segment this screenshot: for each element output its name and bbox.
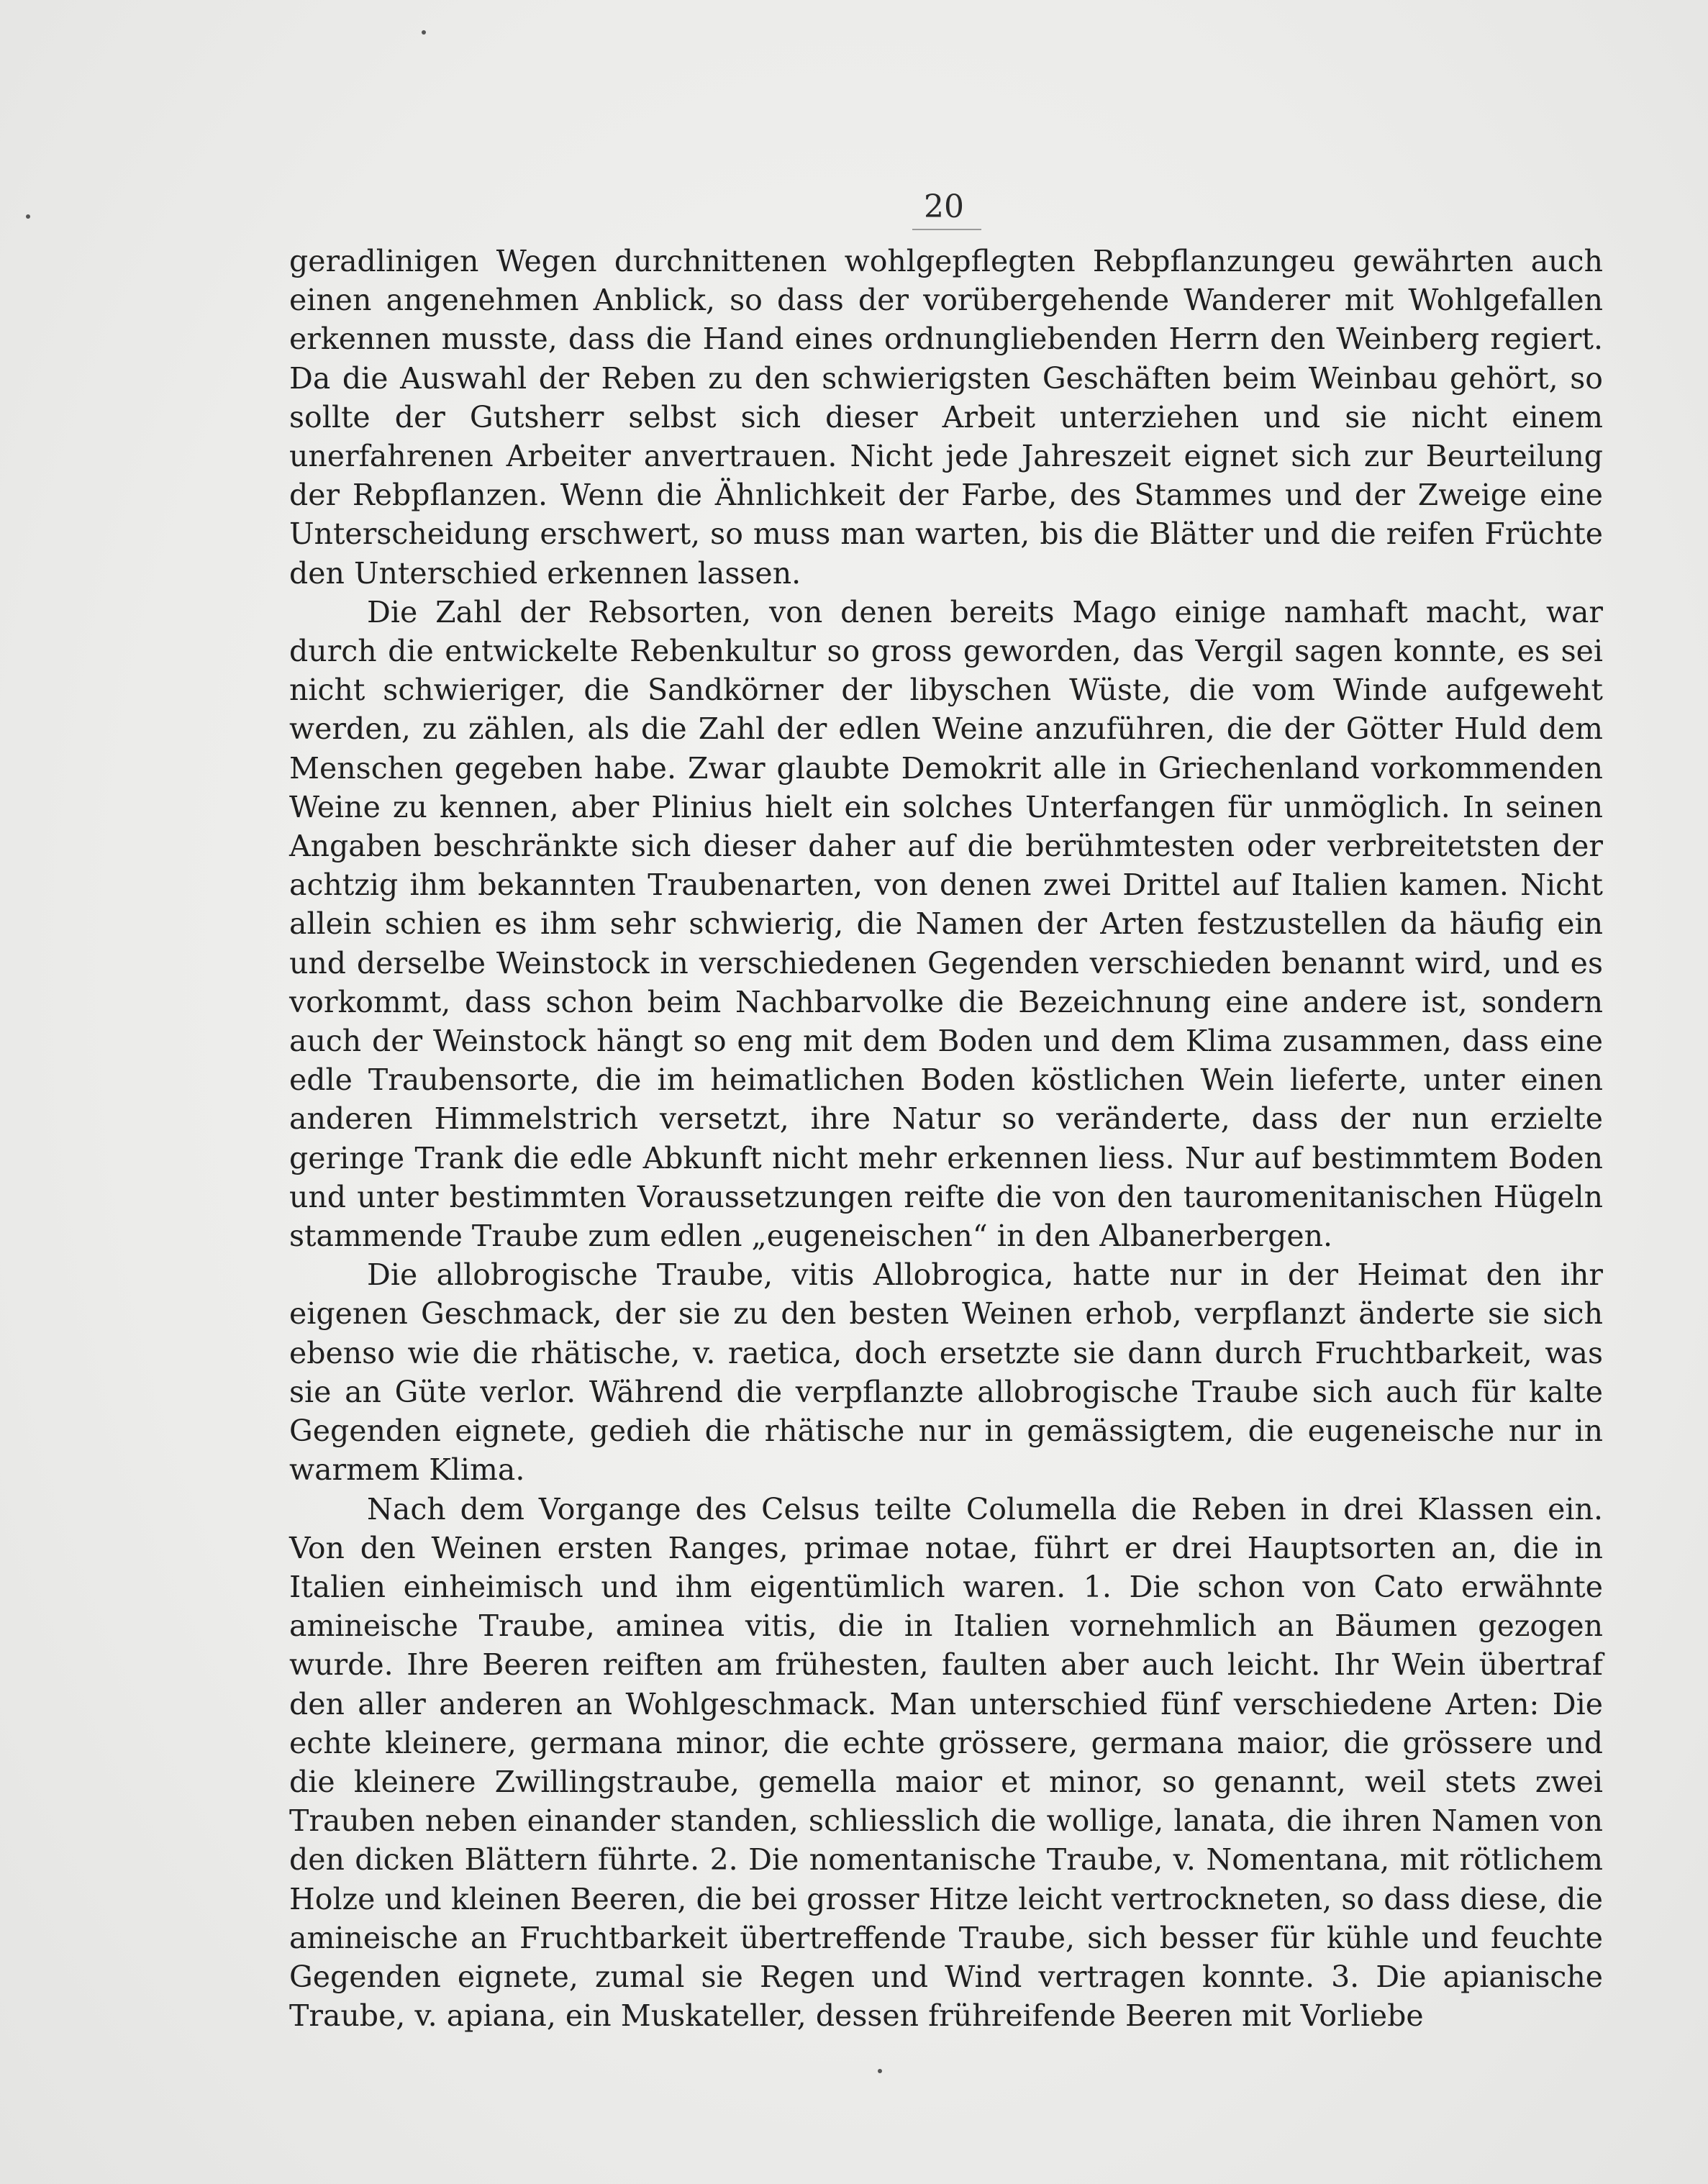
body-text [289,242,1603,2035]
paragraph-4: Nach dem Vorgange des Celsus teilte Columella die Reben in drei Klassen ein. Von den Weinen ersten Ranges, primae notae, führt er drei Hauptsorten an, die in Italien einheimisch und ihm eigentümlich waren. 1. Die schon von Cato erwähnte amineische Traube, aminea vitis, die in Italien vornehmlich an Bäumen gezogen wurde. Ihre Beeren reiften am frühesten, faulten aber auch leicht. Ihr Wein übertraf den aller anderen an Wohlgeschmack. Man unterschied fünf verschiedene Arten: Die echte kleinere, germana minor, die echte grössere, germana maior, die grössere und die kleinere Zwillingstraube, gemella maior et minor, so genannt, weil stets zwei Trauben neben einander standen, schliesslich die wollige, lanata, die ihren Namen von den dicken Blättern führte. 2. Die nomentanische Traube, v. Nomentana, mit rötlichem Holze und kleinen Beeren, die bei grosser Hitze leicht vertrockneten, so dass diese, die amineische an Fruchtbarkeit übertreffende Traube, sich besser für kühle und feuchte Gegenden eignete, zumal sie Regen und Wind vertragen konnte. 3. Die apianische Traube, v. apiana, ein Muskateller, dessen frühreifende Beeren mit Vorliebe [289,1491,1603,2034]
ink-speck [878,2069,882,2073]
paragraph-1: geradlinigen Wegen durchnittenen wohlgepflegten Rebpflanzungeu gewährten auch einen angenehmen Anblick, so dass der vorübergehende Wanderer mit Wohlgefallen erkennen musste, dass die Hand eines ordnungliebenden Herrn den Weinberg regiert. Da die Auswahl der Reben zu den schwierigsten Geschäften beim Weinbau gehört, so sollte der Gutsherr selbst sich dieser Arbeit unterziehen und sie nicht einem unerfahrenen Arbeiter anvertrauen. Nicht jede Jahreszeit eignet sich zur Beurteilung der Rebpflanzen. Wenn die Ähnlichkeit der Farbe, des Stammes und der Zweige eine Unterscheidung erschwert, so muss man warten, bis die Blätter und die reifen Früchte den Unterschied erkennen lassen. [289,244,1603,591]
page-number-rule [912,229,981,230]
ink-speck [26,214,30,219]
paragraph-2: Die Zahl der Rebsorten, von denen bereits Mago einige namhaft macht, war durch die entwickelte Rebenkultur so gross geworden, das Vergil sagen konnte, es sei nicht schwieriger, die Sandkörner der libyschen Wüste, die vom Winde aufgeweht werden, zu zählen, als die Zahl der edlen Weine anzuführen, die der Götter Huld dem Menschen gegeben habe. Zwar glaubte Demokrit alle in Griechenland vorkommenden Weine zu kennen, aber Plinius hielt ein solches Unterfangen für unmöglich. In seinen Angaben beschränkte sich dieser daher auf die berühmtesten oder verbreitetsten der achtzig ihm bekannten Traubenarten, von denen zwei Drittel auf Italien kamen. Nicht allein schien es ihm sehr schwierig, die Namen der Arten festzustellen da häufig ein und derselbe Weinstock in verschiedenen Gegenden verschieden benannt wird, und es vorkommt, dass schon beim Nachbarvolke die Bezeichnung eine andere ist, sondern auch der Weinstock hängt so eng mit dem Boden und dem Klima zusammen, dass eine edle Traubensorte, die im heimatlichen Boden köstlichen Wein lieferte, unter einen anderen Himmelstrich versetzt, ihre Natur so veränderte, dass der nun erzielte geringe Trank die edle Abkunft nicht mehr erkennen liess. Nur auf bestimmtem Boden und unter bestimmten Voraussetzungen reifte die von den tauromenitanischen Hügeln stammende Traube zum edlen „eugeneischen“ in den Albanerbergen. [289,594,1603,1254]
paragraph-3: Die allobrogische Traube, vitis Allobrogica, hatte nur in der Heimat den ihr eigenen Geschmack, der sie zu den besten Weinen erhob, verpflanzt änderte sie sich ebenso wie die rhätische, v. raetica, doch ersetzte sie dann durch Fruchtbarkeit, was sie an Güte verlor. Während die verpflanzte allobrogische Traube sich auch für kalte Gegenden eignete, gedieh die rhätische nur in gemässigtem, die eugeneische nur in warmem Klima. [289,1257,1603,1488]
page-number: 20 [924,188,964,225]
ink-speck [422,30,426,35]
